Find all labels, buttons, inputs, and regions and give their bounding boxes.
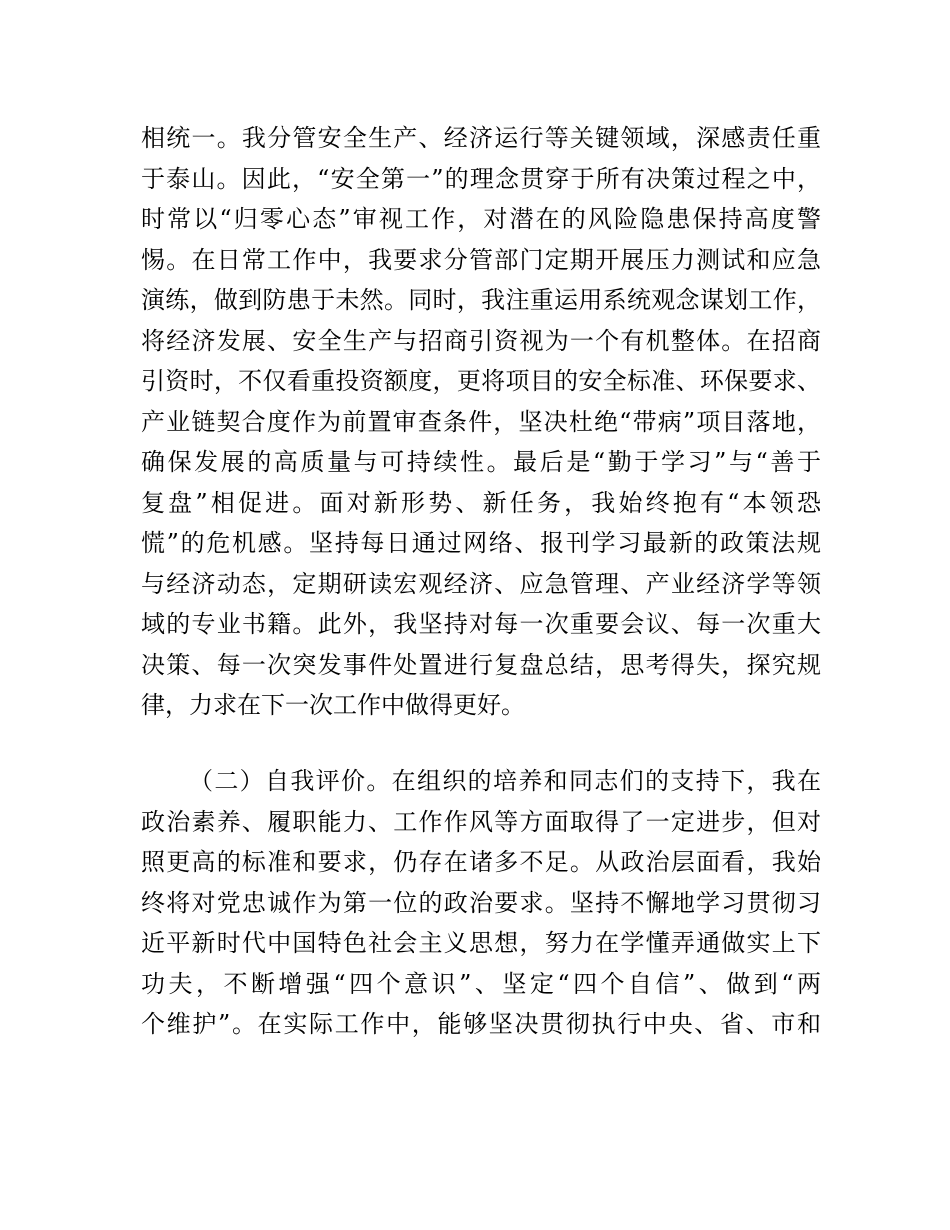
text-line: 照更高的标准和要求，仍存在诸多不足。从政治层面看，我始	[141, 848, 821, 876]
text-line: 相统一。我分管安全生产、经济运行等关键领域，深感责任重	[141, 124, 821, 152]
text-line: 近平新时代中国特色社会主义思想，努力在学懂弄通做实上下	[141, 929, 821, 957]
text-line: 产业链契合度作为前置审查条件，坚决杜绝“带病”项目落地，	[141, 407, 821, 436]
text-line: 个维护”。在实际工作中，能够坚决贯彻执行中央、省、市和	[141, 1010, 821, 1038]
text-line: 政治素养、履职能力、工作作风等方面取得了一定进步，但对	[141, 807, 821, 836]
text-line: 慌”的危机感。坚持每日通过网络、报刊学习最新的政策法规	[141, 529, 821, 557]
text-line: 律，力求在下一次工作中做得更好。	[141, 691, 525, 719]
text-line: 时常以“归零心态”审视工作，对潜在的风险隐患保持高度警	[141, 205, 821, 233]
section-paragraph-self-evaluation	[141, 761, 821, 1045]
text-line: 确保发展的高质量与可持续性。最后是“勤于学习”与“善于	[141, 448, 821, 476]
text-line: 惕。在日常工作中，我要求分管部门定期开展压力测试和应急	[141, 245, 821, 274]
text-line: 演练，做到防患于未然。同时，我注重运用系统观念谋划工作，	[141, 286, 821, 314]
text-line: 于泰山。因此，“安全第一”的理念贯穿于所有决策过程之中，	[141, 164, 821, 193]
text-line: 将经济发展、安全生产与招商引资视为一个有机整体。在招商	[141, 326, 821, 355]
text-line: 终将对党忠诚作为第一位的政治要求。坚持不懈地学习贯彻习	[141, 888, 821, 917]
text-line: （二）自我评价。在组织的培养和同志们的支持下，我在	[189, 767, 821, 795]
text-line: 引资时，不仅看重投资额度，更将项目的安全标准、环保要求、	[141, 367, 821, 395]
text-line: 复盘”相促进。面对新形势、新任务，我始终抱有“本领恐	[141, 488, 821, 517]
text-line: 功夫，不断增强“四个意识”、坚定“四个自信”、做到“两	[141, 969, 821, 998]
text-line: 域的专业书籍。此外，我坚持对每一次重要会议、每一次重大	[141, 610, 821, 638]
body-paragraph	[141, 118, 821, 726]
text-line: 与经济动态，定期研读宏观经济、应急管理、产业经济学等领	[141, 569, 821, 598]
text-line: 决策、每一次突发事件处置进行复盘总结，思考得失，探究规	[141, 650, 821, 679]
